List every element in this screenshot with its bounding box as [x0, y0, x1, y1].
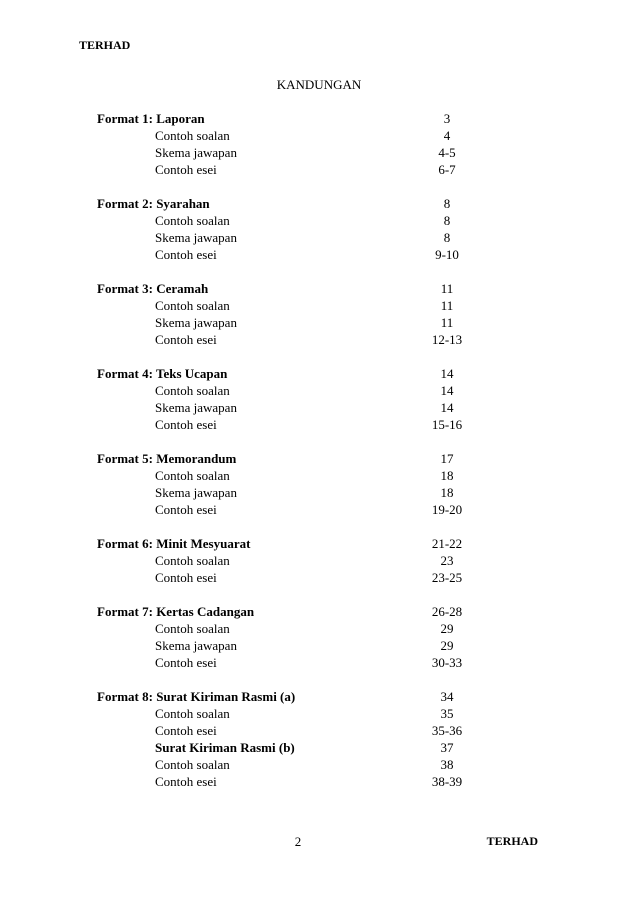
toc-entry-row: [0, 314, 638, 331]
footer-classification: TERHAD: [486, 834, 538, 848]
toc-entry-page: 29: [440, 638, 454, 653]
toc-entry-label: Format 8: Surat Kiriman Rasmi (a): [97, 689, 296, 704]
toc-entry-page: 8: [443, 196, 451, 211]
toc-entry-page: 23-25: [431, 570, 463, 585]
toc-entry-label: Contoh esei: [155, 774, 217, 789]
toc-entry-row: [0, 127, 638, 144]
toc-entry-page: 14: [440, 383, 454, 398]
toc-entry-page: 18: [440, 485, 454, 500]
toc-entry-page: 3: [443, 111, 451, 126]
toc-entry-page: 29: [440, 621, 454, 636]
toc-entry-page: 15-16: [431, 417, 463, 432]
toc-entry-row: [0, 382, 638, 399]
toc-entry-label: Contoh esei: [155, 332, 217, 347]
toc-entry-row: [0, 739, 638, 756]
toc-entry-page: 11: [440, 298, 454, 313]
toc-entry-label: Skema jawapan: [155, 485, 237, 500]
toc-entry-label: Skema jawapan: [155, 400, 237, 415]
toc-entry-label: Format 4: Teks Ucapan: [97, 366, 228, 381]
toc-entry-row: [0, 297, 638, 314]
toc-entry-page: 11: [440, 315, 454, 330]
toc-entry-page: 11: [440, 281, 454, 296]
toc-section-row: [0, 110, 638, 127]
toc-entry-label: Skema jawapan: [155, 638, 237, 653]
toc-entry-row: [0, 722, 638, 739]
toc-entry-page: 21-22: [431, 536, 463, 551]
toc-entry-label: Contoh soalan: [155, 757, 230, 772]
toc-entry-row: [0, 654, 638, 671]
toc-entry-row: [0, 416, 638, 433]
toc-entry-label: Contoh esei: [155, 247, 217, 262]
toc-entry-label: Contoh soalan: [155, 553, 230, 568]
toc-section-row: [0, 603, 638, 620]
toc-entry-row: [0, 569, 638, 586]
toc-entry-page: 26-28: [431, 604, 463, 619]
toc-entry-page: 8: [443, 230, 451, 245]
toc-entry-label: Format 1: Laporan: [97, 111, 205, 126]
toc-entry-page: 14: [440, 366, 454, 381]
toc-entry-page: 38-39: [431, 774, 463, 789]
toc-entry-label: Contoh esei: [155, 417, 217, 432]
toc-entry-page: 30-33: [431, 655, 463, 670]
toc-entry-page: 23: [440, 553, 454, 568]
toc-entry-label: Skema jawapan: [155, 315, 237, 330]
toc-entry-page: 17: [440, 451, 454, 466]
toc-entry-label: Format 6: Minit Mesyuarat: [97, 536, 251, 551]
toc-entry-page: 38: [440, 757, 454, 772]
toc-section-row: [0, 280, 638, 297]
page-number: 2: [294, 834, 302, 849]
toc-entry-row: [0, 756, 638, 773]
toc-entry-label: Skema jawapan: [155, 230, 237, 245]
toc-entry-label: Contoh soalan: [155, 213, 230, 228]
toc-section-row: [0, 535, 638, 552]
toc-entry-label: Contoh soalan: [155, 706, 230, 721]
toc-section-row: [0, 450, 638, 467]
toc-entry-row: [0, 620, 638, 637]
toc-entry-row: [0, 161, 638, 178]
toc-entry-label: Contoh soalan: [155, 128, 230, 143]
toc-entry-page: 19-20: [431, 502, 463, 517]
toc-entry-page: 35: [440, 706, 454, 721]
toc-entry-label: Contoh esei: [155, 502, 217, 517]
toc-entry-label: Contoh soalan: [155, 298, 230, 313]
toc-entry-label: Contoh soalan: [155, 468, 230, 483]
toc-entry-label: Format 5: Memorandum: [97, 451, 237, 466]
toc-entry-row: [0, 501, 638, 518]
toc-entry-label: Contoh esei: [155, 723, 217, 738]
toc-entry-row: [0, 212, 638, 229]
toc-entry-label: Format 3: Ceramah: [97, 281, 209, 296]
page-title: KANDUNGAN: [276, 77, 362, 92]
toc-entry-row: [0, 229, 638, 246]
toc-entry-page: 4: [443, 128, 451, 143]
toc-entry-row: [0, 467, 638, 484]
toc-entry-page: 6-7: [438, 162, 456, 177]
toc-entry-row: [0, 705, 638, 722]
toc-entry-row: [0, 773, 638, 790]
toc-entry-page: 14: [440, 400, 454, 415]
toc-entry-label: Contoh soalan: [155, 383, 230, 398]
toc-entry-page: 34: [440, 689, 454, 704]
toc-entry-label: Contoh soalan: [155, 621, 230, 636]
toc-entry-row: [0, 144, 638, 161]
toc-entry-page: 8: [443, 213, 451, 228]
toc-entry-row: [0, 552, 638, 569]
toc-entry-page: 18: [440, 468, 454, 483]
header-classification: TERHAD: [79, 38, 131, 52]
toc-entry-row: [0, 399, 638, 416]
toc-entry-label: Surat Kiriman Rasmi (b): [155, 740, 295, 755]
toc-entry-page: 4-5: [438, 145, 456, 160]
toc-entry-row: [0, 637, 638, 654]
toc-entry-label: Contoh esei: [155, 655, 217, 670]
toc-entry-page: 35-36: [431, 723, 463, 738]
toc-entry-row: [0, 484, 638, 501]
toc-entry-page: 9-10: [435, 247, 459, 262]
toc-section-row: [0, 365, 638, 382]
toc-entry-label: Skema jawapan: [155, 145, 237, 160]
toc-entry-label: Format 2: Syarahan: [97, 196, 210, 211]
toc-entry-label: Format 7: Kertas Cadangan: [97, 604, 255, 619]
toc-section-row: [0, 688, 638, 705]
toc-entry-label: Contoh esei: [155, 162, 217, 177]
toc-entry-row: [0, 246, 638, 263]
toc-entry-row: [0, 331, 638, 348]
toc-entry-label: Contoh esei: [155, 570, 217, 585]
toc-entry-page: 12-13: [431, 332, 463, 347]
toc-section-row: [0, 195, 638, 212]
toc-entry-page: 37: [440, 740, 454, 755]
